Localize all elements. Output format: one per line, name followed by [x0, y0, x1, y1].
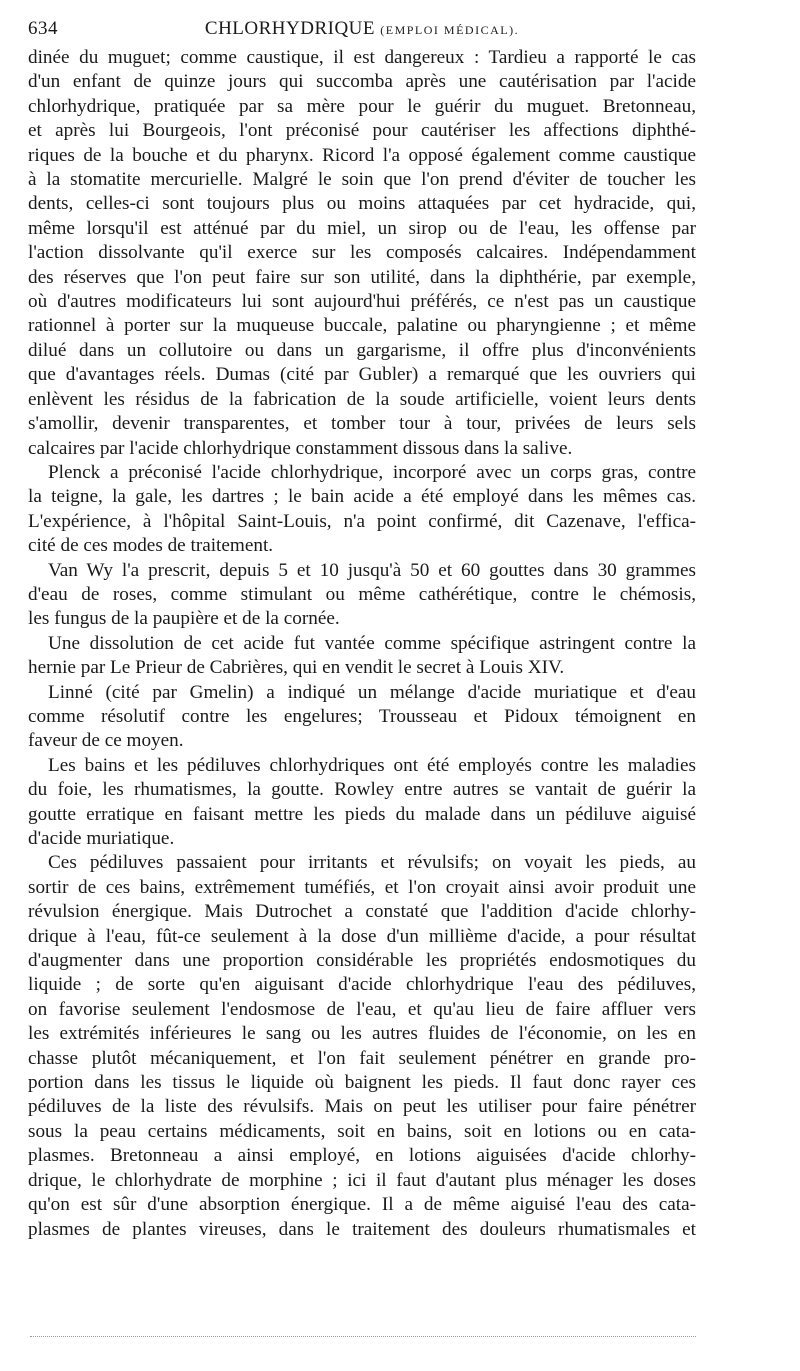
text-line: même lorsqu'il est atténué par du miel, un sirop ou de l'eau, les offense par — [28, 217, 696, 239]
text-line: Les bains et les pédiluves chlorhydriques ont été employés contre les maladies — [48, 754, 696, 776]
footer-rule — [30, 1336, 696, 1337]
running-head-subtitle: (EMPLOI MÉDICAL). — [380, 23, 520, 37]
text-line: les fungus de la paupière et de la cornée. — [28, 608, 340, 630]
text-line: Plenck a préconisé l'acide chlorhydrique, incorporé avec un corps gras, contre — [48, 461, 696, 483]
book-page — [28, 18, 696, 1242]
text-line: s'amollir, devenir transparentes, et tomber tour à tour, privées de leurs sels — [28, 413, 696, 435]
text-line: où d'autres modificateurs lui sont aujourd'hui préférés, ce n'est pas un caustique — [28, 291, 696, 313]
paragraph — [28, 681, 696, 754]
text-line: du foie, les rhumatismes, la goutte. Rowley entre autres se vantait de guérir la — [28, 779, 696, 801]
text-line: dents, celles-ci sont toujours plus ou moins attaquées par cet hydracide, qui, — [28, 193, 696, 215]
paragraph — [28, 632, 696, 681]
text-line: à la stomatite mercurielle. Malgré le soin que l'on prend d'éviter de toucher les — [28, 169, 696, 191]
text-line: d'acide muriatique. — [28, 828, 175, 849]
text-line: révulsion énergique. Mais Dutrochet a constaté que l'addition d'acide chlorhy- — [28, 901, 696, 923]
running-head — [28, 18, 696, 40]
text-line: enlèvent les résidus de la fabrication de la soude artificielle, voient leurs dents — [28, 388, 696, 410]
text-line: l'action dissolvante qu'il exerce sur les composés calcaires. Indépendamment — [28, 242, 696, 264]
text-line: d'un enfant de quinze jours qui succomba après une cautérisation par l'acide — [28, 71, 696, 93]
text-line: liquide ; de sorte qu'en aiguisant d'acide chlorhydrique l'eau des pédiluves, — [28, 974, 696, 996]
text-line: portion dans les tissus le liquide où baignent les pieds. Il faut donc rayer ces — [28, 1072, 696, 1094]
text-line: goutte erratique en faisant mettre les pieds du malade dans un pédiluve aiguisé — [28, 803, 696, 825]
text-line: sortir de ces bains, extrêmement tuméfiés, et l'on croyait ainsi avoir produit une — [28, 876, 696, 898]
text-line: cité de ces modes de traitement. — [28, 535, 274, 557]
text-line: drique à l'eau, fût-ce seulement à la dose d'un millième d'acide, a pour résultat — [28, 925, 696, 947]
text-line: des réserves que l'on peut faire sur son utilité, dans la diphthérie, par exemple, — [28, 266, 696, 288]
body-text — [28, 46, 696, 1242]
paragraph — [28, 559, 696, 632]
text-line: chlorhydrique, pratiquée par sa mère pour le guérir du muguet. Bretonneau, — [28, 95, 696, 117]
text-line: sous la peau certains médicaments, soit en bains, soit en lotions ou en cata- — [28, 1120, 696, 1142]
running-head-title: CHLORHYDRIQUE — [204, 18, 376, 39]
text-line: dilué dans un collutoire ou dans un gargarisme, il offre plus d'inconvénients — [28, 339, 696, 361]
text-line: faveur de ce moyen. — [28, 730, 184, 752]
text-line: la teigne, la gale, les dartres ; le bain acide a été employé dans les mêmes cas. — [28, 486, 696, 508]
text-line: riques de la bouche et du pharynx. Ricord l'a opposé également comme caustique — [28, 144, 696, 166]
text-line: Linné (cité par Gmelin) a indiqué un mélange d'acide muriatique et d'eau — [48, 681, 696, 703]
text-line: Van Wy l'a prescrit, depuis 5 et 10 jusqu'à 50 et 60 gouttes dans 30 grammes — [48, 559, 696, 581]
text-line: L'expérience, à l'hôpital Saint-Louis, n'a point confirmé, dit Cazenave, l'effica- — [28, 510, 696, 532]
text-line: d'eau de roses, comme stimulant ou même cathérétique, contre le chémosis, — [28, 583, 696, 605]
text-line: dinée du muguet; comme caustique, il est dangereux : Tardieu a rapporté le cas — [28, 47, 696, 68]
paragraph — [28, 46, 696, 461]
text-line: on favorise seulement l'endosmose de l'eau, et qu'au lieu de faire affluer vers — [28, 998, 696, 1020]
text-line: plasmes. Bretonneau a ainsi employé, en lotions aiguisées d'acide chlorhy- — [28, 1145, 696, 1167]
paragraph — [28, 851, 696, 1242]
text-line: Ces pédiluves passaient pour irritants et révulsifs; on voyait les pieds, au — [48, 852, 696, 874]
text-line: les extrémités inférieures le sang ou les autres fluides de l'économie, on les en — [28, 1023, 696, 1045]
text-line: comme résolutif contre les engelures; Trousseau et Pidoux témoignent en — [28, 705, 696, 727]
text-line: plasmes de plantes vireuses, dans le traitement des douleurs rhumatismales et — [28, 1218, 696, 1240]
text-line: d'augmenter dans une proportion considérable les propriétés endosmotiques du — [28, 950, 696, 972]
page-header — [28, 18, 696, 46]
text-line: pédiluves de la liste des révulsifs. Mais on peut les utiliser pour faire pénétrer — [28, 1096, 696, 1118]
text-line: rationnel à porter sur la muqueuse buccale, palatine ou pharyngienne ; et même — [28, 315, 696, 337]
paragraph — [28, 754, 696, 852]
paragraph — [28, 461, 696, 559]
text-line: et après lui Bourgeois, l'ont préconisé pour cautériser les affections diphthé- — [28, 120, 696, 142]
page-number: 634 — [28, 18, 58, 39]
text-line: que d'avantages réels. Dumas (cité par Gubler) a remarqué que les ouvriers qui — [28, 364, 696, 386]
text-line: hernie par Le Prieur de Cabrières, qui en vendit le secret à Louis XIV. — [28, 657, 565, 679]
text-line: qu'on est sûr d'une absorption énergique. Il a de même aiguisé l'eau des cata- — [28, 1194, 696, 1216]
text-line: chasse plutôt mécaniquement, et l'on fait seulement pénétrer en grande pro- — [28, 1047, 696, 1069]
text-line: calcaires par l'acide chlorhydrique constamment dissous dans la salive. — [28, 437, 573, 459]
text-line: Une dissolution de cet acide fut vantée comme spécifique astringent contre la — [48, 632, 696, 654]
text-line: drique, le chlorhydrate de morphine ; ici il faut d'autant plus ménager les doses — [28, 1169, 696, 1191]
